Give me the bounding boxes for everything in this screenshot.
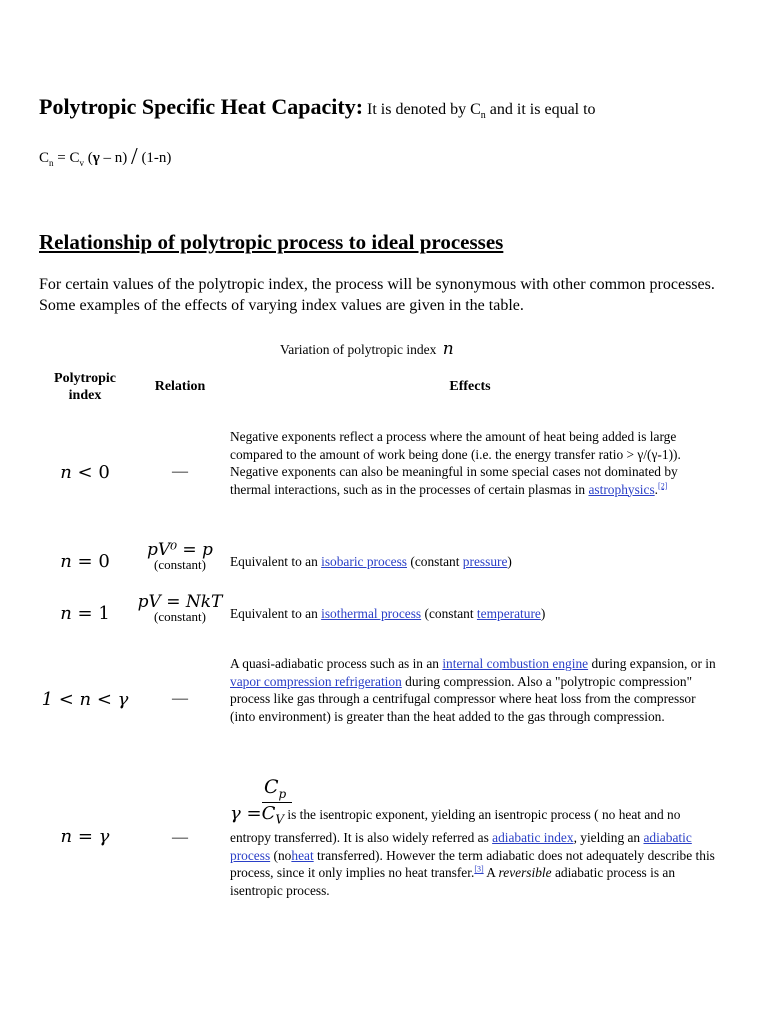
ref-2[interactable]: [2] — [658, 481, 668, 491]
specific-heat-formula: $C_n = C_v$ (γ – n) / (1-n) — [39, 144, 172, 170]
row3-relation-note: (constant) — [154, 609, 206, 624]
row3-index: n = 1 — [60, 603, 110, 624]
link-vapor-compression-refrigeration[interactable]: vapor compression refrigeration — [230, 673, 402, 689]
row3-relation — [130, 592, 230, 625]
specific-heat-desc: It is denoted by $C_n$ and it is equal to — [367, 101, 596, 122]
intro-paragraph: For certain values of the polytropic index, the process will be synonymous with other common processes. Some examples of the effects of varying index values are given in the table. — [39, 276, 715, 314]
link-isobaric-process[interactable]: isobaric process — [321, 554, 408, 569]
row1-relation: — — [172, 463, 188, 480]
row2-relation — [134, 540, 226, 573]
row4-effect: A quasi-adiabatic process such as in an internal combustion engine during expansion, or in vapor compression refrigeration during compression. Also a "polytropic compression" process like gas through a centrifugal compressor where heat loss from the compressor (into environment) is greater than the heat added to the gas through compression. — [230, 656, 716, 724]
link-internal-combustion-engine[interactable]: internal combustion engine — [442, 656, 589, 671]
row5-effect: $\gamma =C_V$ is the isentropic exponent, yielding an isentropic process ( no heat and no entropy transferred). It is also widely referred as adiabatic index, yielding an adiabatic process (noheat transferred). However the term adiabatic does not adequately describe this process, since it only implies no heat transfer.[3] A reversible adiabatic process is an isentropic process. — [230, 803, 715, 898]
link-adiabatic-index[interactable]: adiabatic index — [492, 830, 574, 846]
row1-effect: Negative exponents reflect a process where the amount of heat being added is large compared to the amount of work being done (i.e. the energy transfer ratio > γ/(γ-1)). Negative exponents can also be meaningful in some special cases not dominated by thermal interactions, such as in the processes of certain plasmas in astrophysics.[2] — [230, 429, 681, 497]
table-caption: Variation of polytropic index n — [280, 339, 454, 359]
specific-heat-title: Polytropic Specific Heat Capacity: — [39, 94, 364, 119]
link-temperature[interactable]: temperature — [476, 606, 541, 621]
row2-relation-formula: pV⁰ = p — [147, 540, 213, 560]
section-heading: Relationship of polytropic process to ideal processes — [39, 230, 504, 254]
row5-index: n = γ — [60, 826, 110, 847]
link-isothermal-process[interactable]: isothermal process — [321, 606, 422, 621]
link-adiabatic-process[interactable]: adiabatic process — [230, 830, 692, 863]
ref-3[interactable]: [3] — [474, 864, 484, 874]
row4-index: 1 < n < γ — [41, 689, 129, 710]
header-relation: Relation — [154, 379, 206, 394]
row1-index: n < 0 — [60, 462, 110, 483]
row5-relation: — — [172, 829, 188, 846]
row3-relation-formula: pV = NkT — [137, 592, 223, 612]
link-astrophysics[interactable]: astrophysics — [588, 481, 655, 497]
link-heat[interactable]: heat — [291, 847, 314, 863]
specific-heat-heading — [39, 94, 739, 121]
row3-effect: Equivalent to an isothermal process (constant temperature) — [230, 606, 546, 621]
row2-effect: Equivalent to an isobaric process (constant pressure) — [230, 554, 512, 569]
row2-relation-note: (constant) — [154, 557, 206, 572]
header-effects: Effects — [449, 379, 491, 394]
header-index: Polytropic index — [54, 371, 116, 403]
gamma-fraction-numerator: $C_p$ — [264, 776, 287, 801]
link-pressure[interactable]: pressure — [462, 554, 508, 569]
row2-index: n = 0 — [60, 551, 110, 572]
row4-relation: — — [172, 690, 188, 707]
